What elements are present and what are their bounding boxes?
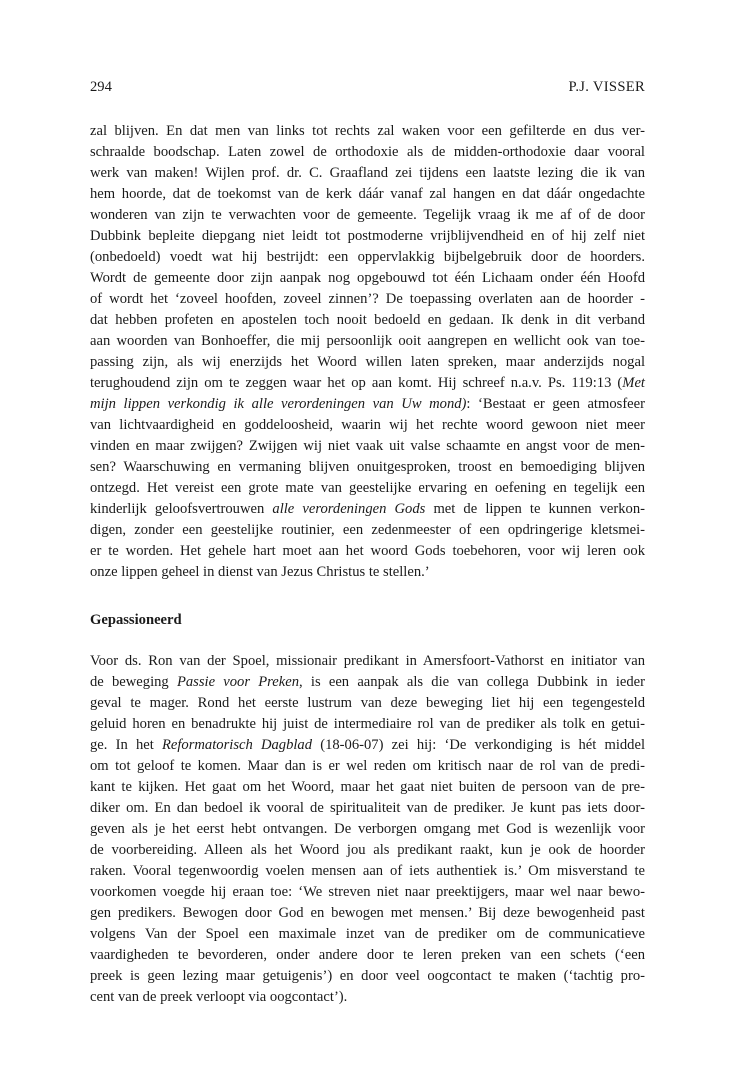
paragraph-2: [90, 651, 645, 1008]
text-run: vinden en maar zwijgen? Zwijgen wij niet vaak uit valse schaamte en angst voor de men-: [90, 438, 645, 454]
text-line: [90, 651, 645, 672]
text-run: de voorbereiding. Alleen als het Woord jou als predikant raakt, kun je ook de hoorder: [90, 842, 645, 858]
text-run: preek is geen lezing maar getuigenis’) en door veel oogcontact te maken (‘tachtig pro-: [90, 968, 645, 984]
text-line: [90, 882, 645, 903]
paragraph-1: [90, 121, 645, 583]
text-run: : ‘Bestaat er geen atmosfeer: [466, 396, 645, 412]
italic-text: Met: [622, 375, 645, 391]
text-line: [90, 394, 645, 415]
text-line: [90, 310, 645, 331]
page-number: 294: [90, 79, 112, 95]
text-run: met de lippen te kunnen verkon-: [425, 501, 645, 517]
text-run: kinderlijk geloofsvertrouwen: [90, 501, 273, 517]
text-run: geval te mager. Rond het eerste lustrum van deze beweging liet hij een tegengesteld: [90, 695, 645, 711]
text-line: [90, 205, 645, 226]
text-run: vaardigheden te bevorderen, onder andere door te leren preken van een schets (‘een: [90, 947, 645, 963]
text-line: [90, 735, 645, 756]
text-line: [90, 840, 645, 861]
text-run: digen, zonder een geestelijke routinier, een zedenmeester of een opdringerige kletsmei-: [90, 522, 645, 538]
italic-text: alle verordeningen Gods: [272, 501, 426, 517]
text-line: [90, 352, 645, 373]
text-line: [90, 966, 645, 987]
running-head-author: P.J. VISSER: [568, 79, 645, 95]
text-line: [90, 184, 645, 205]
text-run: terughoudend zijn om te zeggen waar het op aan komt. Hij schreef n.a.v. Ps. 119:13 (: [90, 375, 623, 391]
text-run: er te worden. Het gehele hart moet aan het woord Gods toebehoren, voor wij leren ook: [90, 543, 645, 559]
text-run: van lichtvaardigheid en goddeloosheid, waarin wij het rechte woord gewoon niet meer: [90, 417, 645, 433]
text-run: werk van maken! Wijlen prof. dr. C. Graafland zei tijdens een laatste lezing die ik van: [90, 165, 645, 181]
text-line: [90, 756, 645, 777]
text-line: [90, 226, 645, 247]
text-run: kant te kijken. Het gaat om het Woord, maar het gaat niet buiten de persoon van de pre-: [90, 779, 645, 795]
text-run: geven als je het eerst hebt ontvangen. De verborgen omgang met God is wezenlijk voor: [90, 821, 645, 837]
text-line: [90, 457, 645, 478]
text-line: [90, 714, 645, 735]
text-line: [90, 945, 645, 966]
text-line: [90, 777, 645, 798]
text-line: [90, 268, 645, 289]
text-line: [90, 541, 645, 562]
text-line: [90, 819, 645, 840]
text-line: [90, 924, 645, 945]
text-run: ontzegd. Het vereist een grote mate van geestelijke ervaring en oefening en tegelijk een: [90, 480, 645, 496]
text-run: Wordt de gemeente door zijn aanpak nog opgebouwd tot één Lichaam onder één Hoofd: [90, 270, 645, 286]
italic-text: Passie voor Preken: [176, 674, 300, 690]
text-line: [90, 415, 645, 436]
text-line: [90, 436, 645, 457]
text-line: [90, 693, 645, 714]
text-line: [90, 987, 645, 1008]
text-line: [90, 163, 645, 184]
text-run: schraalde boodschap. Laten zowel de orthodoxie als de midden-orthodoxie daar vooral: [90, 144, 645, 160]
text-run: onze lippen geheel in dienst van Jezus Christus te stellen.’: [90, 564, 430, 580]
text-line: [90, 373, 645, 394]
text-line: [90, 861, 645, 882]
text-run: wonderen van zijn te verwachten voor de gemeente. Tegelijk vraag ik me af of de door: [90, 207, 645, 223]
text-run: , is een aanpak als die van collega Dubbink in ieder: [299, 674, 645, 690]
text-run: gen predikers. Bewogen door God en bewogen met mensen.’ Bij deze bewogenheid past: [90, 905, 645, 921]
text-run: voorkomen voegde hij eraan toe: ‘We streven niet naar preektijgers, maar wel naar bewo-: [90, 884, 645, 900]
text-line: [90, 289, 645, 310]
text-line: [90, 247, 645, 268]
text-run: of wordt het ‘zoveel hoofden, zoveel zinnen’? De toepassing overlaten aan de hoorder -: [90, 291, 645, 307]
text-run: om tot geloof te komen. Maar dan is er wel reden om kritisch naar de rol van de predi-: [90, 758, 645, 774]
text-run: dat hebben profeten en apostelen toch nooit bedoeld en gedaan. Ik denk in dit verband: [90, 312, 645, 328]
text-line: [90, 121, 645, 142]
text-run: diker om. En dan bedoel ik vooral de spiritualiteit van de prediker. Je kunt pas iets door-: [90, 800, 645, 816]
text-run: volgens Van der Spoel een maximale inzet van de prediker om de communicatieve: [90, 926, 645, 942]
text-run: de beweging: [90, 674, 177, 690]
text-line: [90, 562, 645, 583]
text-line: [90, 903, 645, 924]
text-run: raken. Vooral tegenwoordig voelen mensen aan of iets authentiek is.’ Om misverstand te: [90, 863, 645, 879]
text-run: (18-06-07) zei hij: ‘De verkondiging is hét middel: [312, 737, 645, 753]
text-run: geluid horen en benadrukte hij juist de intermediaire rol van de prediker als tolk en getui-: [90, 716, 645, 732]
text-line: [90, 798, 645, 819]
text-line: [90, 142, 645, 163]
text-line: [90, 499, 645, 520]
text-line: [90, 672, 645, 693]
section-heading: Gepassioneerd: [90, 612, 182, 628]
text-line: [90, 478, 645, 499]
text-run: (onbedoeld) voedt wat hij bestrijdt: een oppervlakkig bijbelgebruik door de hoorders.: [90, 249, 645, 265]
text-run: aan woorden van Bonhoeffer, die mij persoonlijk ooit aangrepen en wellicht ook van toe-: [90, 333, 645, 349]
italic-text: mijn lippen verkondig ik alle verordeningen van Uw mond): [90, 396, 467, 412]
text-run: passing zijn, als wij enerzijds het Woord willen laten spreken, maar anderzijds nogal: [90, 354, 645, 370]
text-run: cent van de preek verloopt via oogcontact’).: [90, 989, 348, 1005]
text-run: Voor ds. Ron van der Spoel, missionair predikant in Amersfoort-Vathorst en initiator van: [90, 653, 645, 669]
italic-text: Reformatorisch Dagblad: [161, 737, 313, 753]
text-run: hem hoorde, dat de toekomst van de kerk dáár vanaf zal hangen en dat dáár ongedachte: [90, 186, 645, 202]
text-line: [90, 331, 645, 352]
text-run: Dubbink bepleite diepgang niet leidt tot postmoderne vrijblijvendheid en of hij zelf niet: [90, 228, 645, 244]
text-run: sen? Waarschuwing en vermaning blijven onuitgesproken, troost en bemoediging blijven: [90, 459, 645, 475]
text-run: ge. In het: [90, 737, 162, 753]
text-run: zal blijven. En dat men van links tot rechts zal waken voor een gefilterde en dus ver-: [90, 123, 645, 139]
page-header: [90, 79, 645, 99]
text-line: [90, 520, 645, 541]
